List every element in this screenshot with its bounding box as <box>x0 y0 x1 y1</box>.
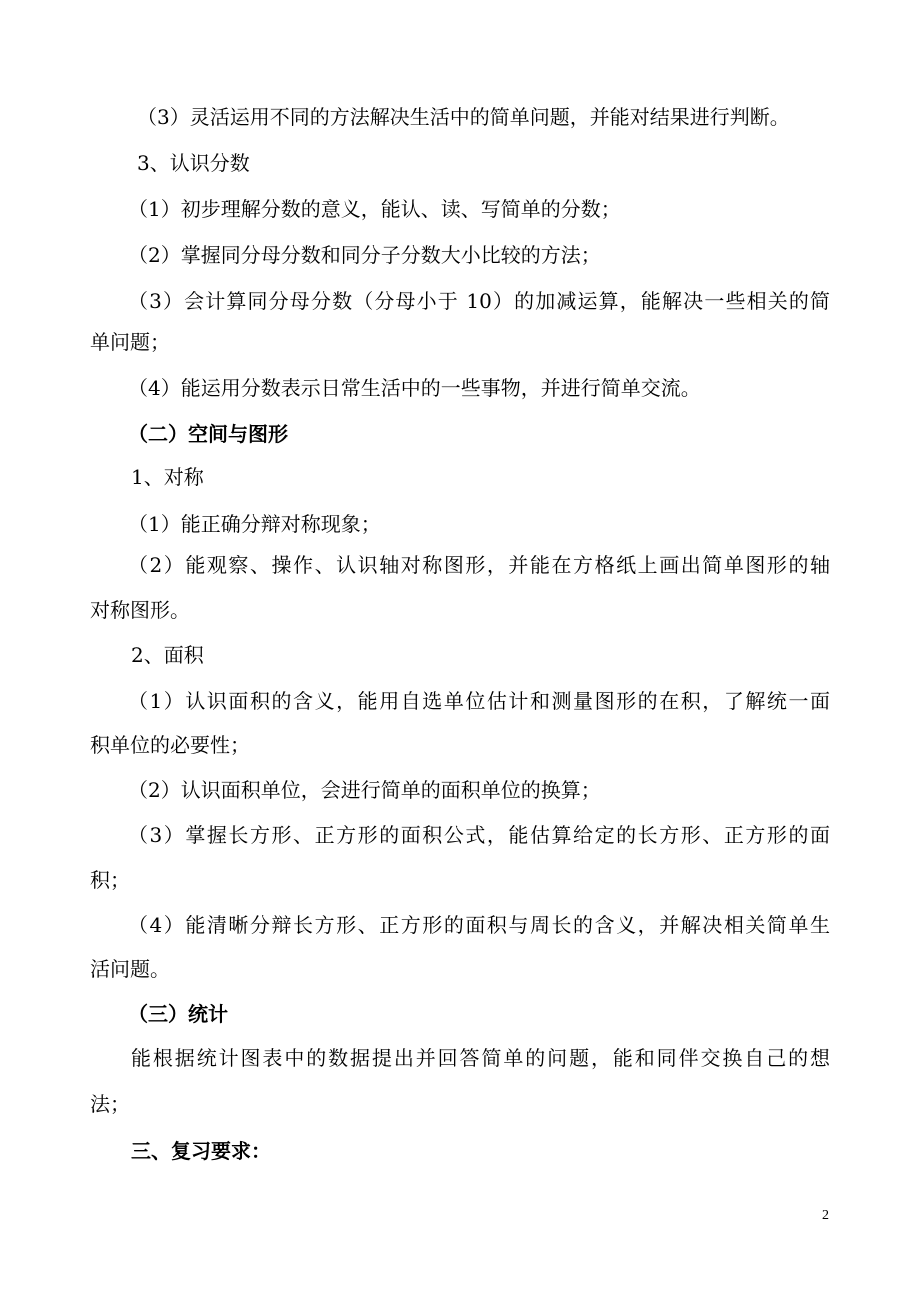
text-line: （3）会计算同分母分数（分母小于 10）的加减运算，能解决一些相关的简 <box>128 289 830 313</box>
text-line: 能根据统计图表中的数据提出并回答简单的问题，能和同伴交换自己的想 <box>131 1046 830 1070</box>
text-line: （1）能正确分辩对称现象； <box>128 512 381 536</box>
text-line: （1）初步理解分数的意义，能认、读、写简单的分数； <box>128 197 621 221</box>
text-line: 单问题； <box>90 330 170 354</box>
text-line: 活问题。 <box>90 957 170 981</box>
text-line: 对称图形。 <box>90 598 190 622</box>
text-line: （2）掌握同分母分数和同分子分数大小比较的方法； <box>128 243 601 267</box>
text-line: （3）掌握长方形、正方形的面积公式，能估算给定的长方形、正方形的面 <box>128 823 830 847</box>
subsection-heading: （三）统计 <box>128 1002 228 1026</box>
text-line: 法； <box>90 1092 130 1116</box>
section-heading: 1、对称 <box>131 465 204 489</box>
text-line: （1）认识面积的含义，能用自选单位估计和测量图形的在积，了解统一面 <box>128 689 830 713</box>
text-line: 积单位的必要性； <box>90 733 250 757</box>
section-heading: 3、认识分数 <box>137 151 250 175</box>
subsection-heading: （二）空间与图形 <box>128 422 288 446</box>
text-line: （3）灵活运用不同的方法解决生活中的简单问题，并能对结果进行判断。 <box>137 105 790 129</box>
text-line: 积； <box>90 868 130 892</box>
text-line: （2）能观察、操作、认识轴对称图形，并能在方格纸上画出简单图形的轴 <box>128 553 830 577</box>
page-number: 2 <box>822 1208 829 1223</box>
text-line: （4）能清晰分辩长方形、正方形的面积与周长的含义，并解决相关简单生 <box>128 913 830 937</box>
text-line: （4）能运用分数表示日常生活中的一些事物，并进行简单交流。 <box>128 376 701 400</box>
section-heading: 三、复习要求： <box>131 1139 271 1163</box>
text-line: （2）认识面积单位，会进行简单的面积单位的换算； <box>128 778 601 802</box>
section-heading: 2、面积 <box>131 643 204 667</box>
